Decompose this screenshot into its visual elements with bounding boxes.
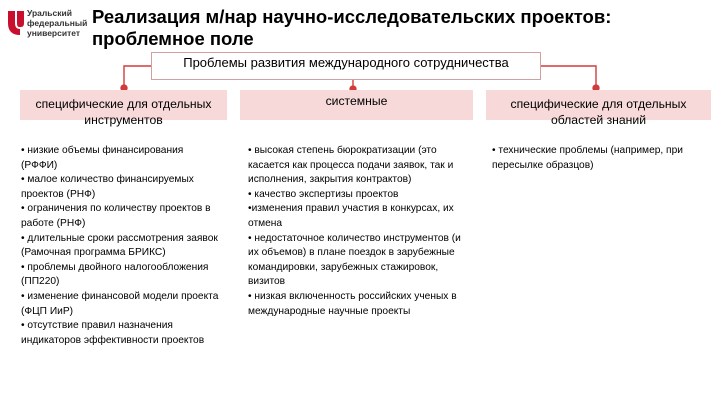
list-item: • недостаточное количество инструментов (и их объемов) в плане поездок в зарубежные командировки, зарубежных стажировок, визитов xyxy=(248,232,461,288)
root-problem-box: Проблемы развития международного сотрудничества xyxy=(151,52,541,80)
page-title: Реализация м/нар научно-исследовательских проектов: проблемное поле xyxy=(92,6,612,49)
list-item: • технические проблемы (например, при пересылке образцов) xyxy=(492,145,683,171)
logo-line-2: федеральный xyxy=(27,18,88,28)
list-systemic xyxy=(248,144,470,319)
list-item: • малое количество финансируемых проектов (РНФ) xyxy=(21,174,194,200)
list-item: • высокая степень бюрократизации (это касается как процесса подачи заявок, так и исполнения, закрытия контрактов) xyxy=(248,145,454,186)
category-instruments: специфические для отдельных инструментов xyxy=(20,90,227,120)
connector-left xyxy=(124,66,151,88)
category-knowledge-areas: специфические для отдельных областей знаний xyxy=(486,90,711,120)
logo-line-3: университет xyxy=(27,28,81,38)
list-item: • низкая включенность российских ученых в международные научные проекты xyxy=(248,290,457,317)
list-instruments xyxy=(21,144,221,348)
connector-right xyxy=(541,66,596,88)
list-item: • качество экспертизы проектов xyxy=(248,188,399,200)
list-item: • ограничения по количеству проектов в работе (РНФ) xyxy=(21,203,211,229)
list-item: •изменения правил участия в конкурсах, их отмена xyxy=(248,203,454,229)
logo-line-1: Уральский xyxy=(27,8,72,18)
list-item: • проблемы двойного налогообложения (ПП220) xyxy=(21,261,209,288)
list-item: • изменение финансовой модели проекта (ФЦП ИиР) xyxy=(21,290,219,317)
list-item: • отсутствие правил назначения индикаторов эффективности проектов xyxy=(21,320,205,346)
list-item: • длительные сроки рассмотрения заявок (Рамочная программа БРИКС) xyxy=(21,232,218,259)
list-knowledge-areas xyxy=(492,144,707,173)
list-item: • низкие объемы финансирования (РФФИ) xyxy=(21,145,184,171)
category-systemic: системные xyxy=(240,90,473,120)
